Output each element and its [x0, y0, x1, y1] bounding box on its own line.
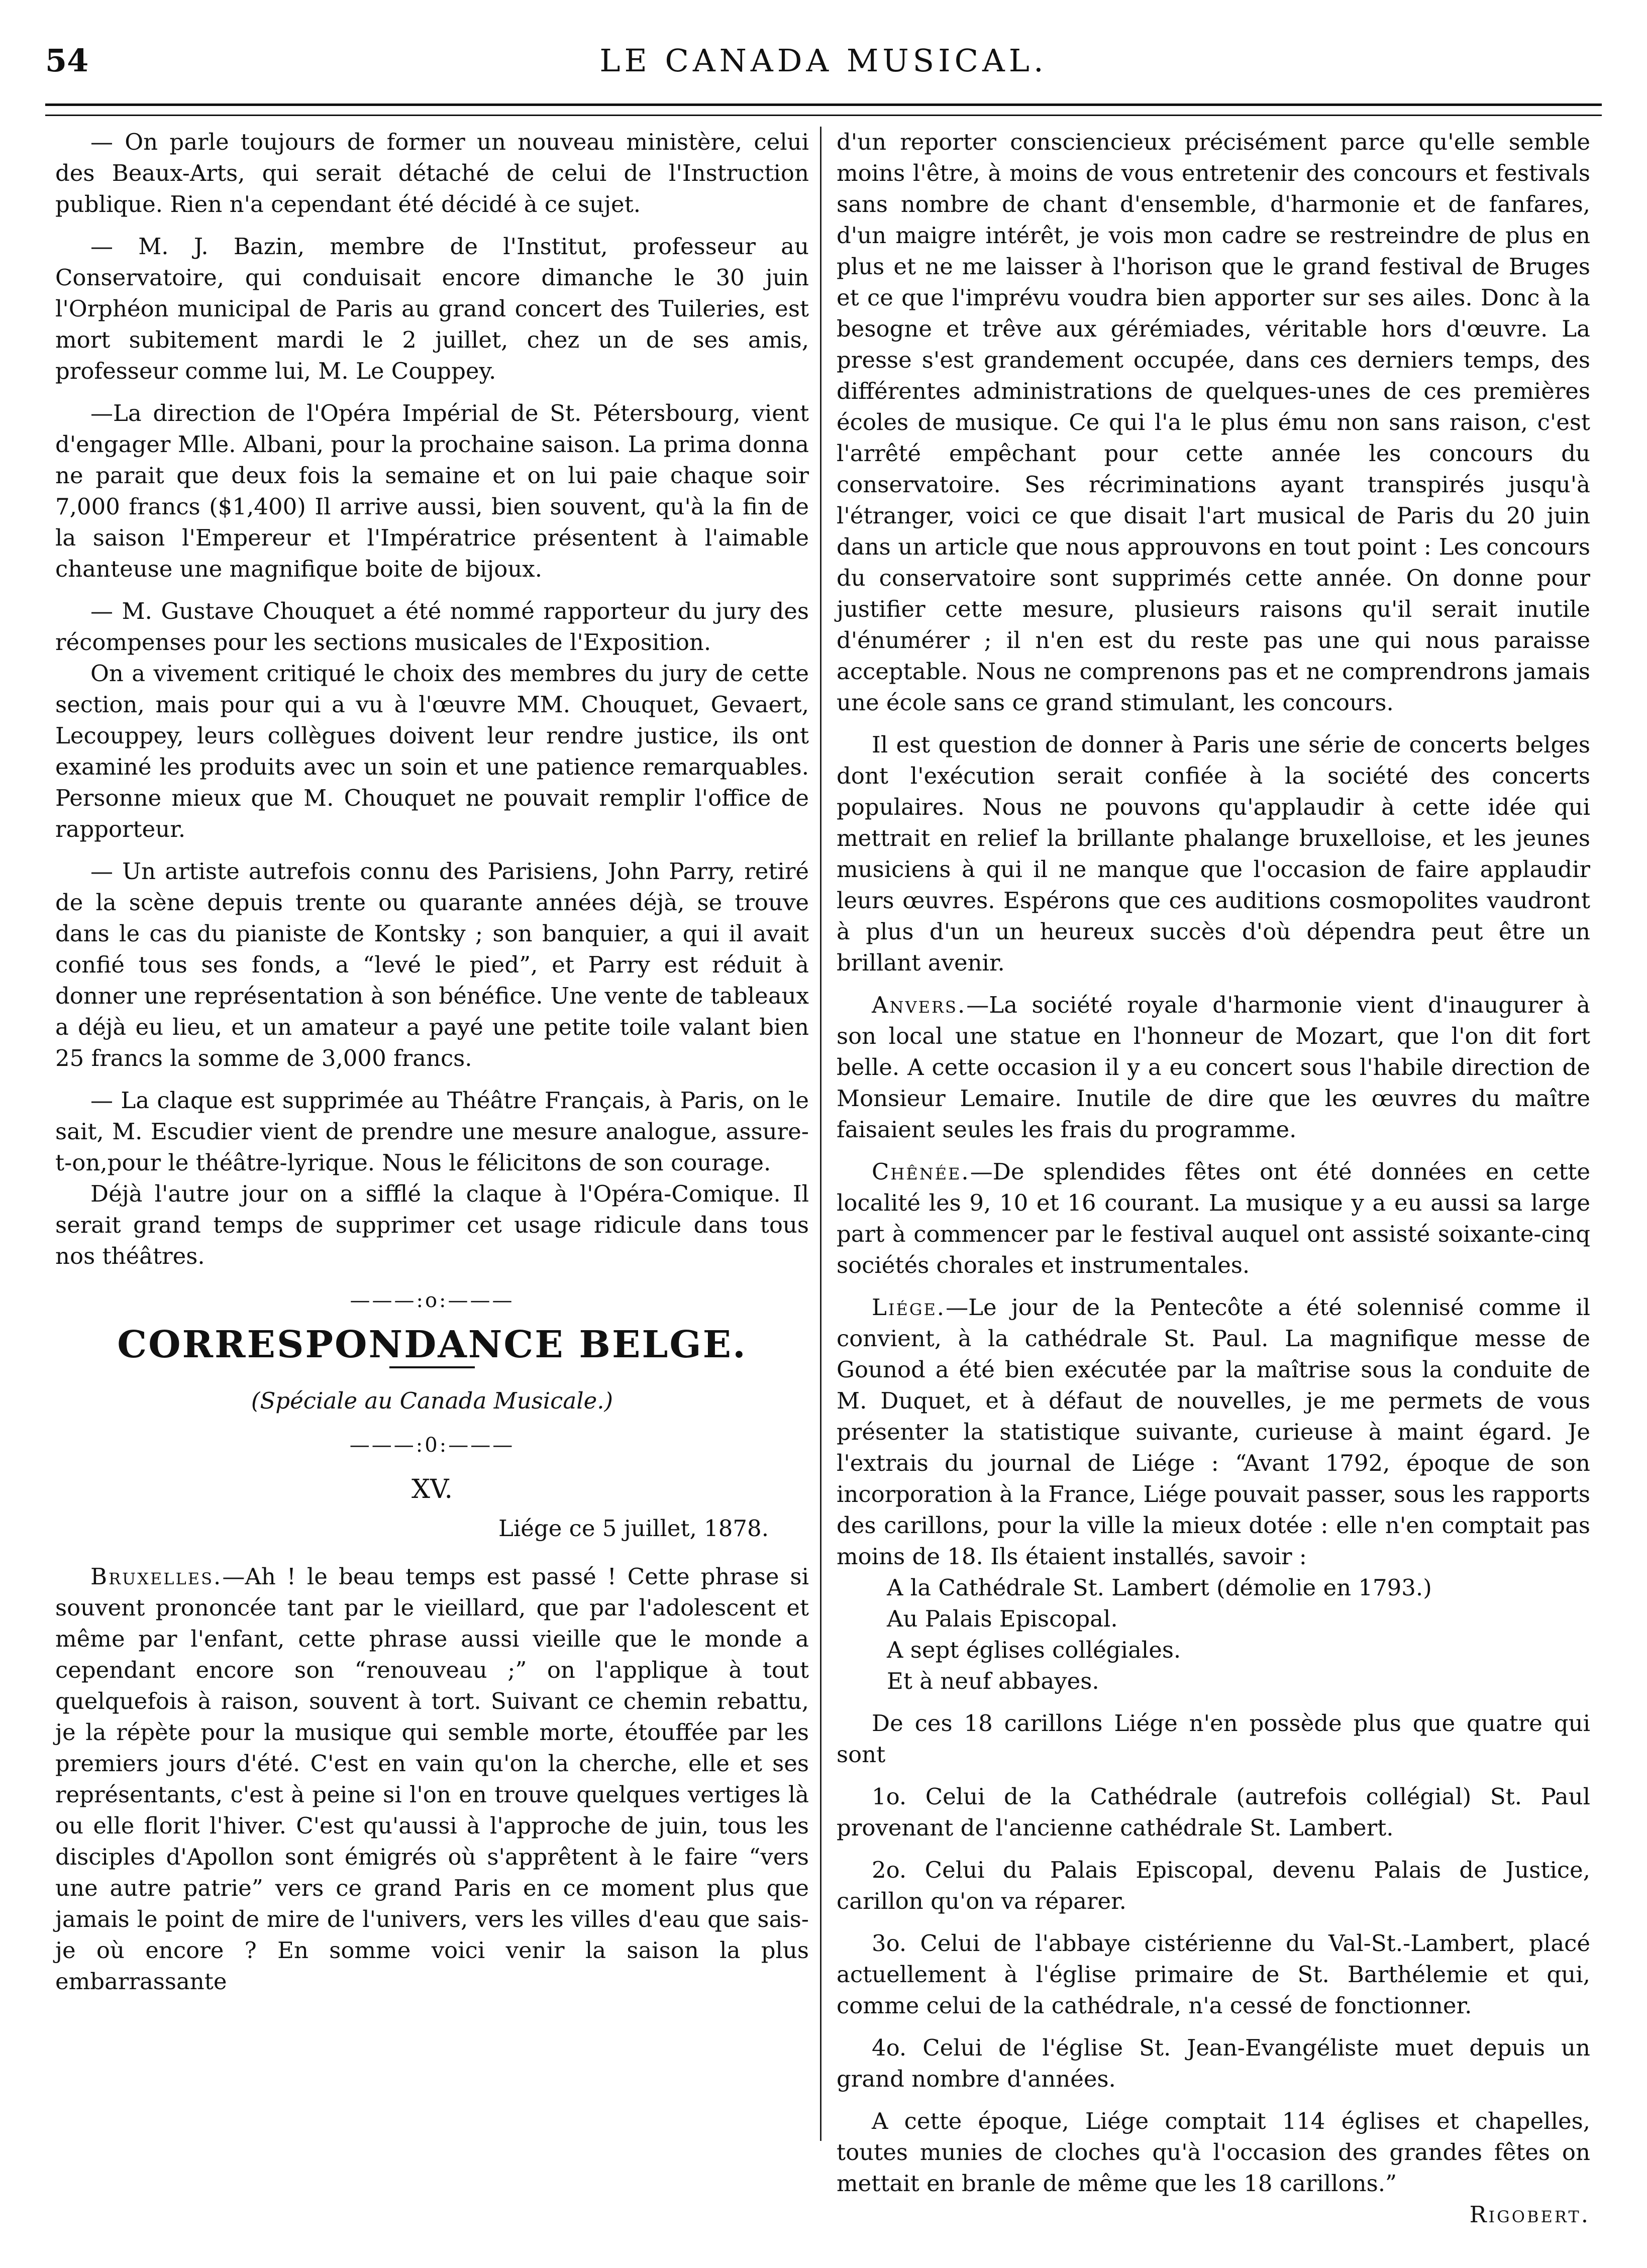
- paragraph-text: —Le jour de la Pentecôte a été solennisé comme il convient, à la cathédrale St. Paul. La magnifique messe de Gounod a été bien exécutée par la maîtrise sous la conduite de M. Duquet, et à défaut de nouvelles, je me permets de vous présenter la statistique suivante, curieuse à maint égard. Je l'extrais du journal de Liége : “Avant 1792, époque de son incorporation à la France, Liége pouvait passer, sous les rapports des carillons, pour la ville la mieux dotée : elle n'en comptait pas moins de 18. Ils étaient installés, savoir :: [837, 1294, 1590, 1570]
- title-rule: [389, 1366, 475, 1368]
- list-item: A sept églises collégiales.: [887, 1637, 1181, 1663]
- carillon-2: 2o. Celui du Palais Episcopal, devenu Palais de Justice, carillon qu'on va réparer.: [837, 1857, 1590, 1914]
- news-item-parry: — Un artiste autrefois connu des Parisiens, John Parry, retiré de la scène depuis trente ou quarante années déjà, se trouve dans le cas du pianiste de Kontsky ; son banquier, a qui il avait confié tous ses fonds, a “levé le pied”, et Parry est réduit à donner une représentation à son bénéfice. Une vente de tableaux a déjà eu lieu, et un amateur a payé une petite toile valant bien 25 francs la somme de 3,000 francs.: [55, 858, 809, 1071]
- list-item: Au Palais Episcopal.: [887, 1605, 1118, 1632]
- section-subtitle: (Spéciale au Canada Musicale.): [251, 1387, 613, 1414]
- paragraph-text: —La société royale d'harmonie vient d'inaugurer à son local une statue en l'honneur de Mozart, que l'on dit fort belle. A cette occasion il y a eu concert sous l'habile direction de Monsieur Lemaire. Inutile de dire que les œuvres du maître faisaient seules les frais du programme.: [837, 992, 1590, 1143]
- anvers-paragraph: [837, 990, 1590, 1145]
- news-item-jury: On a vivement critiqué le choix des membres du jury de cette section, mais pour qui a vu à l'œuvre MM. Chouquet, Gevaert, Lecouppey, leurs collègues doivent leur rendre justice, ils ont examiné les produits avec un soin et une patience remarquables. Personne mieux que M. Chouquet ne pouvait remplir l'office de rapporteur.: [55, 660, 809, 842]
- section-title: CORRESPONDANCE BELGE.: [117, 1323, 747, 1366]
- bruxelles-paragraph: [55, 1561, 809, 1997]
- news-item-claque: — La claque est supprimée au Théâtre Français, à Paris, on le sait, M. Escudier vient de prendre une mesure analogue, assure-t-on,pour le théâtre-lyrique. Nous le félicitons de son courage.: [55, 1087, 809, 1176]
- author-signature: Rigobert.: [1469, 2201, 1590, 2228]
- place-name: Anvers.: [872, 992, 967, 1018]
- carillons-remaining: De ces 18 carillons Liége n'en possède plus que quatre qui sont: [837, 1710, 1590, 1768]
- liege-paragraph: [837, 1292, 1590, 1572]
- closing-paragraph: A cette époque, Liége comptait 114 églises et chapelles, toutes munies de cloches qu'à l'occasion des grandes fêtes on mettait en branle de même que les 18 carillons.”: [837, 2108, 1590, 2197]
- dateline: Liége ce 5 juillet, 1878.: [498, 1515, 769, 1542]
- continued-paragraph: d'un reporter consciencieux précisément parce qu'elle semble moins l'être, à moins de vous entretenir des concours et festivals sans nombre de chant d'ensemble, d'harmonie et de fanfares, d'un maigre intérêt, je vois mon cadre se restreindre de plus en plus et ne me laisser à l'horison que le grand festival de Bruges et ce que l'imprévu voudra bien apporter sur ses ailes. Donc à la besogne et trêve aux gérémiades, véritable hors d'œuvre. La presse s'est grandement occupée, dans ces derniers temps, des différentes administrations de quelques-unes de ces premières écoles de musique. Ce qui l'a le plus ému non sans raison, c'est l'arrêté empêchant pour cette année les concours du conservatoire. Ses récriminations ayant transpirés jusqu'à l'étranger, voici ce que disait l'art musical de Paris du 20 juin dans un article que nous approuvons en tout point : Les concours du conservatoire sont supprimés cette année. On donne pour justifier cette mesure, plusieurs raisons qu'il serait inutile d'énumérer ; il n'en est du reste pas une qui nous paraisse acceptable. Nous ne comprenons pas et ne comprendrons jamais une école sans ce grand stimulant, les concours.: [837, 129, 1590, 716]
- chenee-paragraph: [837, 1156, 1590, 1281]
- carillon-4: 4o. Celui de l'église St. Jean-Evangéliste muet depuis un grand nombre d'années.: [837, 2034, 1590, 2092]
- news-item-ministry: — On parle toujours de former un nouveau ministère, celui des Beaux-Arts, qui serait détaché de celui de l'Instruction publique. Rien n'a cependant été décidé à ce sujet.: [55, 129, 809, 218]
- place-name: Chênée.: [872, 1158, 970, 1185]
- page-header: [45, 42, 1602, 82]
- carillon-3: 3o. Celui de l'abbaye cistérienne du Val-St.-Lambert, placé actuellement à l'église primaire de St. Barthélemie et qui, comme celui de la cathédrale, n'a cessé de fonctionner.: [837, 1930, 1590, 2019]
- news-item-bazin: — M. J. Bazin, membre de l'Institut, professeur au Conservatoire, qui conduisait encore dimanche le 30 juin l'Orphéon municipal de Paris au grand concert des Tuileries, est mort subitement mardi le 2 juillet, chez un de ses amis, professeur comme lui, M. Le Couppey.: [55, 233, 809, 384]
- page-number: 54: [45, 42, 89, 79]
- paragraph-text: —De splendides fêtes ont été données en cette localité les 9, 10 et 16 courant. La musique y a eu aussi sa large part à commencer par le festival auquel ont assisté soixante-cinq sociétés chorales et instrumentales.: [837, 1158, 1590, 1278]
- right-column: [837, 127, 1590, 2230]
- ornament-separator-2: ———:0:———: [349, 1434, 515, 1457]
- carillon-list: [887, 1572, 1590, 1697]
- place-name: Liége.: [872, 1294, 946, 1321]
- ornament-separator: ———:o:———: [350, 1289, 514, 1312]
- list-item: Et à neuf abbayes.: [887, 1668, 1099, 1694]
- header-rule-thin: [45, 115, 1602, 116]
- signature-line: [837, 2199, 1590, 2230]
- news-item-opera-comique: Déjà l'autre jour on a sifflé la claque à l'Opéra-Comique. Il serait grand temps de supprimer cet usage ridicule dans tous nos théâtres.: [55, 1180, 809, 1269]
- header-rule: [45, 103, 1602, 106]
- column-divider: [820, 127, 821, 2141]
- letter-number: XV.: [411, 1474, 453, 1504]
- left-column: [55, 127, 809, 2008]
- place-name: Bruxelles.: [90, 1563, 223, 1590]
- list-item: A la Cathédrale St. Lambert (démolie en 1793.): [887, 1574, 1432, 1601]
- carillon-1: 1o. Celui de la Cathédrale (autrefois collégial) St. Paul provenant de l'ancienne cathédrale St. Lambert.: [837, 1783, 1590, 1841]
- news-item-albani: —La direction de l'Opéra Impérial de St. Pétersbourg, vient d'engager Mlle. Albani, pour la prochaine saison. La prima donna ne parait que deux fois la semaine et on lui paie chaque soir 7,000 francs ($1,400) Il arrive aussi, bien souvent, qu'à la fin de la saison l'Empereur et l'Impératrice présentent à l'aimable chanteuse une magnifique boite de bijoux.: [55, 400, 809, 582]
- paragraph-text: —Ah ! le beau temps est passé ! Cette phrase si souvent prononcée tant par le vieillard, que par l'adolescent et même par l'enfant, cette phrase aussi vieille que le monde a cependant encore son “renouveau ;” on l'applique à tout quelquefois à raison, souvent à tort. Suivant ce chemin rebattu, je la répète pour la musique qui semble morte, étouffée par les premiers jours d'été. C'est en vain qu'on la cherche, elle et ses représentants, c'est à peine si l'on en trouve quelques vertiges là ou elle florit l'hiver. C'est qu'aussi à l'approche de juin, tous les disciples d'Apollon sont émigrés où s'apprêtent à le faire “vers une autre patrie” vers ce grand Paris en ce moment plus que jamais le point de mire de l'univers, vers les villes d'eau que sais-je où encore ? En somme voici venir la saison la plus embarrassante: [55, 1563, 809, 1995]
- news-item-chouquet: — M. Gustave Chouquet a été nommé rapporteur du jury des récompenses pour les sections musicales de l'Exposition.: [55, 598, 809, 656]
- concerts-belges-paragraph: Il est question de donner à Paris une série de concerts belges dont l'exécution serait confiée à la société des concerts populaires. Nous ne pouvons qu'applaudir à cette idée qui mettrait en relief la brillante phalange bruxelloise, et les jeunes musiciens à qui il ne manque que l'occasion de faire applaudir leurs œuvres. Espérons que ces auditions cosmopolites vaudront à plus d'un un heureux succès d'où dépendra peut être un brillant avenir.: [837, 731, 1590, 976]
- running-title: LE CANADA MUSICAL.: [599, 42, 1048, 79]
